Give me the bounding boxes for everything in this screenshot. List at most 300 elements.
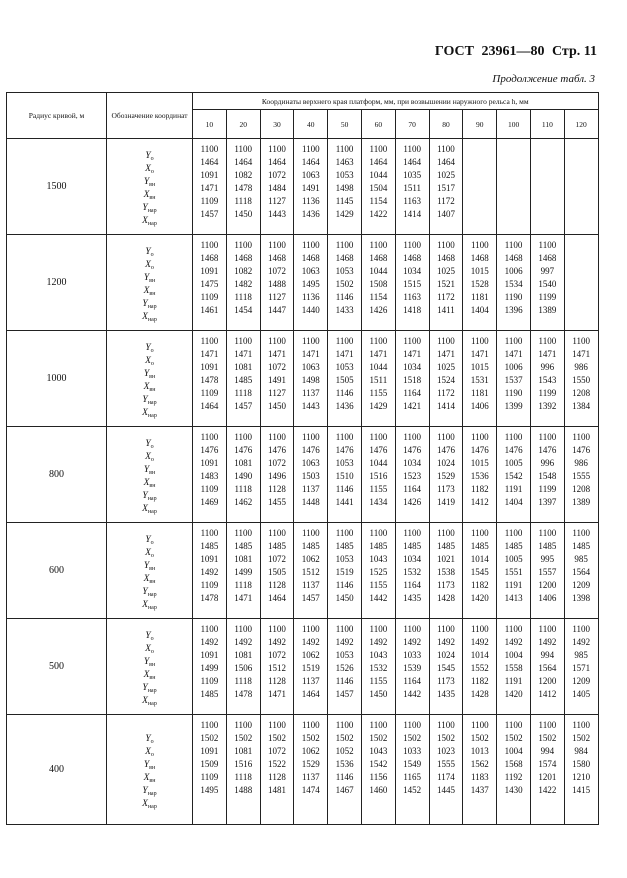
radius-value: 1200	[7, 235, 107, 331]
coordinate-value: 1485	[335, 541, 354, 551]
coordinate-value: 1545	[470, 567, 489, 577]
coordinate-value: 1021	[436, 554, 455, 564]
coordinate-value: 1476	[200, 445, 219, 455]
coordinate-value: 1182	[470, 580, 489, 590]
coordinate-subscript: вн	[149, 777, 156, 784]
coordinate-value: 1100	[335, 432, 354, 442]
coordinate-value: 1034	[403, 362, 422, 372]
coordinate-label	[107, 464, 192, 477]
coordinate-value: 1043	[369, 554, 388, 564]
coordinate-value: 1574	[538, 759, 557, 769]
value-cell	[530, 235, 564, 331]
coordinate-value: 1464	[200, 401, 219, 411]
value-cell	[294, 331, 328, 427]
coordinate-value: 1137	[301, 580, 320, 590]
coordinate-value: 1471	[200, 349, 219, 359]
value-cell	[564, 235, 598, 331]
coordinate-value: 1163	[403, 292, 422, 302]
coordinate-symbol: Y	[143, 464, 150, 475]
coordinate-value: 1407	[436, 209, 455, 219]
coordinate-value: 1146	[335, 388, 354, 398]
coordinate-value: 1163	[403, 196, 422, 206]
coordinate-value: 1511	[369, 375, 388, 385]
coordinate-value: 997	[540, 266, 555, 276]
coordinate-value: 1564	[572, 567, 591, 577]
coordinate-value: 1485	[436, 541, 455, 551]
value-cell	[361, 427, 395, 523]
coordinate-label	[107, 202, 192, 215]
coordinate-value: 1523	[403, 471, 422, 481]
elevation-header: 10	[193, 110, 227, 139]
coordinate-subscript: о	[150, 635, 154, 642]
radius-value: 1000	[7, 331, 107, 427]
coordinate-value: 1418	[403, 305, 422, 315]
value-cell	[497, 427, 531, 523]
coordinate-label	[107, 695, 192, 708]
coordinate-value: 1430	[504, 785, 523, 795]
coordinate-value: 1100	[403, 144, 422, 154]
coordinate-label	[107, 785, 192, 798]
value-cell	[497, 523, 531, 619]
coordinate-value: 1397	[538, 497, 557, 507]
coordinate-value: 1468	[369, 253, 388, 263]
coordinate-value: 1516	[369, 471, 388, 481]
value-cell	[260, 715, 294, 825]
coordinate-subscript: нар	[147, 803, 157, 810]
coordinate-value: 1404	[504, 497, 523, 507]
coordinate-label	[107, 586, 192, 599]
coordinate-value: 1100	[301, 720, 320, 730]
coordinate-value: 1100	[437, 528, 455, 538]
coordinate-value: 1540	[538, 279, 557, 289]
coordinate-label	[107, 394, 192, 407]
value-cell	[497, 619, 531, 715]
coordinate-value: 1528	[470, 279, 489, 289]
coordinate-value: 1100	[504, 240, 523, 250]
value-cell	[260, 427, 294, 523]
coordinate-value: 1443	[267, 209, 286, 219]
coordinate-value: 1035	[403, 170, 422, 180]
coordinate-value: 1471	[267, 349, 286, 359]
coordinate-value: 1100	[335, 624, 354, 634]
coordinate-value: 1100	[369, 624, 388, 634]
coordinate-value: 1476	[335, 445, 354, 455]
coordinate-value: 1082	[234, 170, 253, 180]
coordinate-value: 1538	[436, 567, 455, 577]
coordinate-value: 1146	[335, 676, 354, 686]
coordinate-value: 1436	[335, 401, 354, 411]
coordinate-value: 1127	[268, 292, 286, 302]
coordinate-value: 1164	[403, 484, 422, 494]
coordinate-value: 1081	[234, 554, 253, 564]
coordinate-value: 1044	[369, 362, 388, 372]
coordinate-value: 1502	[267, 733, 286, 743]
coordinate-value: 1536	[470, 471, 489, 481]
value-cell	[328, 715, 362, 825]
coordinate-value: 1526	[335, 663, 354, 673]
radius-value: 800	[7, 427, 107, 523]
coordinate-value: 1033	[403, 650, 422, 660]
coordinate-value: 1100	[268, 432, 286, 442]
radius-group-row	[7, 427, 599, 523]
coordinate-symbol: Y	[142, 394, 148, 405]
coordinate-value: 1468	[403, 253, 422, 263]
coordinate-value: 1475	[200, 279, 219, 289]
coordinate-value: 1502	[369, 733, 388, 743]
coordinate-value: 1004	[504, 650, 523, 660]
coordinate-value: 1435	[403, 593, 422, 603]
coordinate-label	[107, 759, 192, 772]
coordinate-value: 1109	[200, 676, 219, 686]
coordinate-value: 1471	[234, 593, 253, 603]
coordinate-value: 1024	[436, 458, 455, 468]
coordinate-value: 1072	[267, 458, 286, 468]
coordinate-symbol: X	[143, 669, 150, 680]
coordinate-value: 1505	[335, 375, 354, 385]
coordinate-value: 1426	[403, 497, 422, 507]
coordinate-symbol: X	[143, 573, 150, 584]
coordinate-value: 1100	[538, 432, 557, 442]
coordinate-value: 1492	[538, 637, 557, 647]
coordinate-value: 1100	[301, 336, 320, 346]
coordinate-value: 1137	[301, 676, 320, 686]
coordinate-value: 1512	[301, 567, 320, 577]
coordinate-value: 1457	[301, 593, 320, 603]
coordinate-value: 1100	[437, 336, 455, 346]
coordinate-value: 1549	[403, 759, 422, 769]
coordinate-value: 1471	[267, 689, 286, 699]
coordinate-value: 1072	[267, 746, 286, 756]
coordinate-value: 1414	[403, 209, 422, 219]
elevation-header: 120	[564, 110, 598, 139]
coordinate-value: 1137	[301, 772, 320, 782]
coordinate-value: 1005	[504, 458, 523, 468]
coordinate-value: 1173	[437, 676, 455, 686]
coordinate-value: 1476	[436, 445, 455, 455]
coordinate-value: 1165	[403, 772, 422, 782]
coordinate-symbol: X	[145, 643, 151, 654]
coordinate-value: 1419	[436, 497, 455, 507]
coordinate-value: 1471	[369, 349, 388, 359]
coordinate-value: 1100	[437, 144, 455, 154]
coordinate-label	[107, 163, 192, 176]
value-cell	[530, 331, 564, 427]
coordinate-value: 995	[540, 554, 555, 564]
coordinate-value: 1476	[301, 445, 320, 455]
coordinate-label	[107, 259, 192, 272]
coordinate-value: 1118	[234, 388, 252, 398]
coordinate-value: 1100	[403, 432, 422, 442]
coordinate-symbol: Y	[142, 490, 148, 501]
value-cell	[328, 139, 362, 235]
coordinate-value: 1100	[538, 528, 557, 538]
coordinate-value: 1461	[200, 305, 219, 315]
value-cell	[193, 427, 227, 523]
coordinate-label	[107, 272, 192, 285]
coordinate-value: 1413	[504, 593, 523, 603]
coordinate-value: 1502	[234, 733, 253, 743]
coordinate-label	[107, 656, 192, 669]
value-cell	[395, 139, 429, 235]
coordinate-subscript: вн	[149, 277, 156, 284]
coordinate-value: 1492	[267, 637, 286, 647]
labels-header: Обозначение координат	[107, 93, 193, 139]
coordinate-value: 1452	[403, 785, 422, 795]
value-cell	[497, 235, 531, 331]
coordinate-value: 1483	[200, 471, 219, 481]
value-cell	[429, 331, 463, 427]
coordinate-value: 1516	[234, 759, 253, 769]
coordinate-value: 1471	[436, 349, 455, 359]
coordinate-value: 1498	[335, 183, 354, 193]
coordinate-value: 1485	[200, 541, 219, 551]
coordinate-label	[107, 438, 192, 451]
coordinate-symbol: X	[142, 407, 148, 418]
coordinate-value: 1548	[538, 471, 557, 481]
coordinate-symbol: Y	[143, 656, 150, 667]
coordinate-symbol: Y	[142, 298, 148, 309]
coordinate-value: 1464	[301, 157, 320, 167]
coordinate-value: 1525	[369, 567, 388, 577]
coordinate-value: 1420	[504, 689, 523, 699]
coordinate-value: 1491	[301, 183, 320, 193]
value-cell	[395, 715, 429, 825]
coordinate-value: 1471	[470, 349, 489, 359]
coordinate-value: 1492	[436, 637, 455, 647]
coordinate-labels	[107, 523, 193, 619]
coordinate-value: 1539	[403, 663, 422, 673]
coordinate-value: 1506	[234, 663, 253, 673]
value-cell	[429, 235, 463, 331]
coordinate-value: 1492	[504, 637, 523, 647]
elevation-header: 60	[361, 110, 395, 139]
coordinate-subscript: вн	[149, 290, 156, 297]
coordinate-value: 1118	[234, 772, 252, 782]
elevation-header: 90	[463, 110, 497, 139]
coordinate-subscript: нар	[147, 790, 157, 797]
coordinate-value: 1118	[234, 196, 252, 206]
coordinate-value: 1426	[369, 305, 388, 315]
coordinate-value: 1053	[335, 170, 354, 180]
coordinate-value: 1485	[234, 375, 253, 385]
coordinate-value: 1182	[470, 676, 489, 686]
coordinate-value: 1044	[369, 266, 388, 276]
coordinate-value: 985	[574, 554, 588, 564]
radius-value: 1500	[7, 139, 107, 235]
coordinate-value: 1562	[470, 759, 489, 769]
coordinate-value: 1044	[369, 170, 388, 180]
coordinate-label	[107, 560, 192, 573]
value-cell	[395, 427, 429, 523]
coordinate-value: 1072	[267, 554, 286, 564]
value-cell	[463, 331, 497, 427]
coordinate-value: 1128	[268, 772, 286, 782]
coordinate-value: 1091	[200, 458, 219, 468]
coordinate-value: 1429	[369, 401, 388, 411]
coordinate-symbol: X	[142, 695, 148, 706]
coordinate-symbol: Y	[145, 246, 151, 257]
coordinate-value: 1100	[437, 624, 455, 634]
coordinate-subscript: о	[150, 552, 154, 559]
coordinate-value: 1469	[200, 497, 219, 507]
coordinate-label	[107, 150, 192, 163]
coordinate-subscript: нар	[147, 399, 157, 406]
value-cell	[497, 331, 531, 427]
value-cell	[193, 715, 227, 825]
coordinate-subscript: о	[150, 751, 154, 758]
coordinate-value: 1474	[301, 785, 320, 795]
coordinate-value: 1502	[504, 733, 523, 743]
coordinate-value: 1200	[538, 676, 557, 686]
coordinate-value: 1468	[538, 253, 557, 263]
coordinate-value: 1164	[403, 388, 422, 398]
coordinate-value: 1209	[572, 580, 591, 590]
coordinate-value: 1100	[234, 432, 253, 442]
coordinate-value: 1422	[369, 209, 388, 219]
value-cell	[193, 619, 227, 715]
value-cell	[226, 715, 260, 825]
coordinate-value: 1502	[470, 733, 489, 743]
coordinate-value: 1492	[200, 567, 219, 577]
coordinate-value: 1100	[504, 720, 523, 730]
coordinate-value: 1441	[335, 497, 354, 507]
coordinate-value: 1081	[234, 458, 253, 468]
coordinate-value: 1537	[504, 375, 523, 385]
value-cell	[361, 715, 395, 825]
coordinate-subscript: о	[150, 539, 154, 546]
coordinate-value: 1100	[369, 240, 388, 250]
coordinate-symbol: Y	[145, 630, 151, 641]
coordinate-value: 1552	[470, 663, 489, 673]
coordinate-value: 1542	[369, 759, 388, 769]
coordinate-value: 1100	[437, 240, 455, 250]
coordinate-value: 1448	[301, 497, 320, 507]
coordinate-symbol: X	[142, 599, 148, 610]
value-cell	[463, 427, 497, 523]
coordinate-symbol: Y	[145, 150, 151, 161]
coordinate-value: 1100	[268, 240, 286, 250]
value-cell	[530, 139, 564, 235]
coordinate-value: 1082	[234, 266, 253, 276]
value-cell	[328, 523, 362, 619]
coordinate-value: 1023	[436, 746, 455, 756]
coordinate-value: 1524	[436, 375, 455, 385]
value-cell	[429, 619, 463, 715]
coordinate-value: 1392	[538, 401, 557, 411]
coordinate-subscript: о	[150, 648, 154, 655]
coordinate-value: 1399	[504, 401, 523, 411]
value-cell	[463, 139, 497, 235]
elevation-header: 110	[530, 110, 564, 139]
coordinate-symbol: X	[145, 451, 151, 462]
coordinate-value: 1136	[301, 292, 320, 302]
coordinate-subscript: вн	[149, 482, 156, 489]
coordinate-value: 1062	[301, 650, 320, 660]
coordinate-value: 1072	[267, 170, 286, 180]
elevation-header: 40	[294, 110, 328, 139]
coordinate-label	[107, 503, 192, 516]
coordinate-value: 1109	[200, 484, 219, 494]
coordinate-value: 1406	[538, 593, 557, 603]
coordinate-value: 1136	[301, 196, 320, 206]
coordinate-value: 1072	[267, 362, 286, 372]
coordinate-value: 1437	[470, 785, 489, 795]
value-cell	[463, 715, 497, 825]
coordinate-value: 1422	[538, 785, 557, 795]
coordinate-value: 1443	[301, 401, 320, 411]
coordinate-value: 1445	[436, 785, 455, 795]
coordinate-value: 1428	[436, 593, 455, 603]
coordinate-value: 1100	[268, 528, 286, 538]
coordinate-value: 1476	[572, 445, 591, 455]
coordinate-value: 1091	[200, 266, 219, 276]
coordinate-value: 1100	[470, 432, 489, 442]
coordinate-value: 1156	[369, 772, 388, 782]
coordinate-label	[107, 746, 192, 759]
coordinate-value: 1006	[504, 266, 523, 276]
coordinate-value: 1384	[572, 401, 591, 411]
coordinate-value: 1100	[301, 624, 320, 634]
value-cell	[328, 427, 362, 523]
coordinate-value: 1464	[301, 689, 320, 699]
coordinate-value: 1053	[335, 266, 354, 276]
value-cell	[395, 331, 429, 427]
coordinate-value: 1100	[403, 624, 422, 634]
coordinate-value: 1100	[572, 624, 590, 634]
coordinate-value: 1478	[200, 375, 219, 385]
coordinate-value: 1100	[504, 624, 523, 634]
coordinate-value: 1468	[301, 253, 320, 263]
coordinate-value: 1534	[504, 279, 523, 289]
coordinate-subscript: нар	[147, 207, 157, 214]
coordinate-label	[107, 534, 192, 547]
value-cell	[429, 715, 463, 825]
coordinate-value: 1485	[200, 689, 219, 699]
coordinate-value: 1100	[369, 528, 388, 538]
coordinate-value: 1091	[200, 170, 219, 180]
radius-group-row	[7, 715, 599, 825]
value-cell	[361, 235, 395, 331]
coordinate-value: 1062	[301, 554, 320, 564]
coordinate-value: 1199	[538, 484, 557, 494]
coordinate-value: 1100	[301, 144, 320, 154]
coordinate-value: 1498	[301, 375, 320, 385]
coordinate-value: 1100	[403, 240, 422, 250]
coordinate-value: 1100	[200, 624, 219, 634]
coordinate-value: 1568	[504, 759, 523, 769]
coordinate-value: 1063	[301, 170, 320, 180]
coordinate-value: 1435	[436, 689, 455, 699]
coordinate-value: 1145	[335, 196, 354, 206]
coordinate-value: 1504	[369, 183, 388, 193]
coordinate-subscript: вн	[149, 578, 156, 585]
coordinate-value: 1100	[470, 336, 489, 346]
coordinate-value: 1137	[301, 484, 320, 494]
coordinate-symbol: X	[145, 547, 151, 558]
coordinate-value: 1503	[301, 471, 320, 481]
coordinate-value: 1109	[200, 196, 219, 206]
coordinate-subscript: нар	[147, 604, 157, 611]
coordinate-value: 1509	[200, 759, 219, 769]
coordinate-value: 1495	[200, 785, 219, 795]
coordinate-value: 1442	[369, 593, 388, 603]
coordinate-value: 1209	[572, 676, 591, 686]
coordinate-value: 1471	[234, 349, 253, 359]
coordinate-value: 1100	[200, 528, 219, 538]
coordinate-label	[107, 215, 192, 228]
coordinate-value: 1508	[369, 279, 388, 289]
coordinate-value: 1519	[335, 567, 354, 577]
